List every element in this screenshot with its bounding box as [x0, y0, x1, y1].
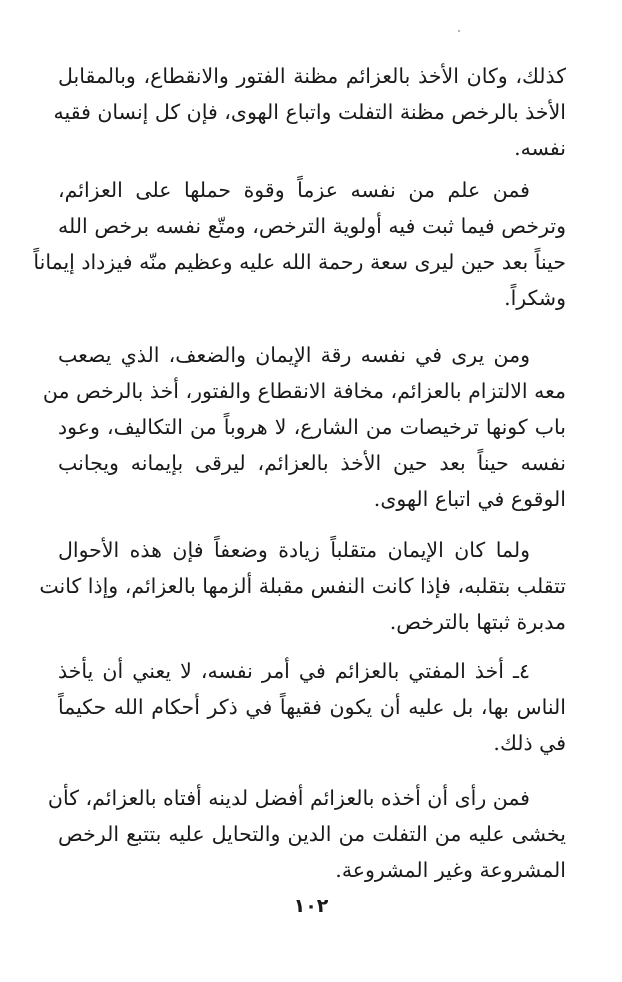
text-line: معه الالتزام بالعزائم، مخافة الانقطاع والفتور، أخذ بالرخص من: [42, 379, 566, 403]
text-line: وشكراً.: [504, 286, 566, 310]
text-line: نفسه.: [514, 136, 566, 160]
paragraph-4: [39, 532, 566, 640]
text-line: ولما كان الإيمان متقلباً زيادة وضعفاً فإن هذه الأحوال: [58, 538, 530, 562]
text-line: فمن رأى أن أخذه بالعزائم أفضل لدينه أفتاه بالعزائم، كأن: [47, 786, 530, 810]
paragraph-3: [42, 337, 566, 517]
text-line: حيناً بعد حين ليرى سعة رحمة الله عليه وعظيم منّه فيزداد إيماناً: [33, 250, 566, 274]
text-line: ومن يرى في نفسه رقة الإيمان والضعف، الذي يصعب: [58, 343, 530, 367]
paragraph-2: [33, 172, 566, 316]
text-line: الوقوع في اتباع الهوى.: [373, 487, 566, 511]
text-line: في ذلك.: [493, 731, 566, 755]
paragraph-6: [47, 780, 566, 888]
text-line: فمن علم من نفسه عزماً وقوة حملها على العزائم،: [58, 178, 530, 202]
text-line: المشروعة وغير المشروعة.: [335, 858, 566, 882]
text-line: تتقلب بتقلبه، فإذا كانت النفس مقبلة ألزمها بالعزائم، وإذا كانت: [39, 574, 566, 598]
text-line: يخشى عليه من التفلت من الدين والتحايل عليه بتتبع الرخص: [58, 822, 566, 846]
text-line: نفسه حيناً بعد حين الأخذ بالعزائم، ليرقى بإيمانه ويجانب: [58, 451, 566, 475]
text-line: مدبرة ثبتها بالترخص.: [389, 610, 566, 634]
text-line: الناس بها، بل عليه أن يكون فقيهاً في ذكر أحكام الله حكيماً: [58, 695, 566, 719]
page-number: ١٠٢: [293, 895, 329, 917]
text-line: باب كونها ترخيصات من الشارع، لا هروباً من التكاليف، وعود: [58, 415, 566, 439]
paragraph-1: [53, 58, 566, 166]
paragraph-5: [58, 653, 566, 761]
text-line: الأخذ بالرخص مظنة التفلت واتباع الهوى، فإن كل إنسان فقيه: [53, 100, 566, 124]
text-line: كذلك، وكان الأخذ بالعزائم مظنة الفتور والانقطاع، وبالمقابل: [58, 64, 566, 88]
text-line: ٤ـ أخذ المفتي بالعزائم في أمر نفسه، لا يعني أن يأخذ: [58, 659, 530, 683]
scan-speck: [458, 30, 460, 32]
text-line: وترخص فيما ثبت فيه أولوية الترخص، ومتّع نفسه برخص الله: [58, 214, 566, 238]
